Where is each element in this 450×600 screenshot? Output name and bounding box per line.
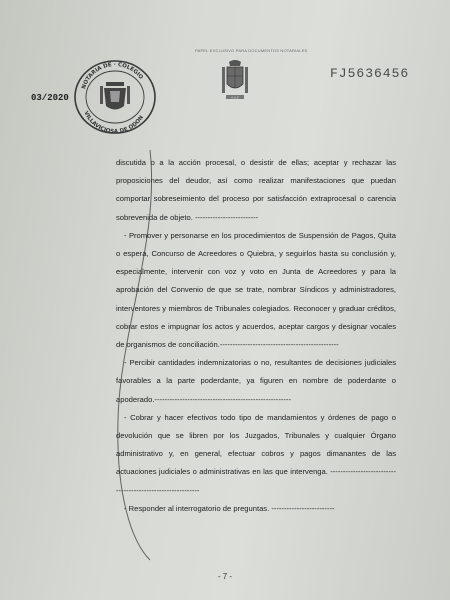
serial-number: FJ5636456 [330, 66, 410, 81]
paragraph-5: - Responder al interrogatorio de preguntas. ------------------------- [124, 503, 335, 513]
paragraph-2: - Promover y personarse en los procedimientos de Suspensión de Pagos, Quita o espera, Concurso de Acreedores o Quiebra, y seguirlos hasta su conclusión y, especialmente, intervenir con voz y voto en Junta de Acreedores y para la aprobación del Convenio de que se trate, nombrar Síndicos y administradores, interventores y miembros de Tribunales colegiados. Reconocer y graduar créditos, cobrar estos e impugnar los actos y acuerdos, aceptar cargos y designar vocales de organismos de conciliación.----------------------------------------------- [116, 230, 396, 350]
document-body [116, 154, 396, 518]
paragraph-1: discutida o a la acción procesal, o desistir de ellas; aceptar y rechazar las proposiciones del deudor, así como realizar manifestaciones que puedan comportar sobreseimiento del proceso por satisfacción extraprocesal o carencia sobrevenida de objeto. ------------------------- [116, 158, 396, 222]
notary-seal-icon [70, 58, 160, 136]
coat-of-arms-icon [218, 58, 252, 102]
crest-ribbon-text: A.A.E [231, 95, 239, 100]
svg-text:NOTARIA DE · COLEGIO: NOTARIA DE · COLEGIO [81, 61, 144, 90]
seal-bottom-text: VILLAVICIOSA DE ODON [82, 110, 146, 136]
paragraph-4: - Cobrar y hacer efectivos todo tipo de mandamientos y órdenes de pago o devolución que se libren por los Juzgados, Tribunales y cualquier Órgano administrativo y, en general, efectuar cobros y pagos dimanantes de las actuaciones judiciales o administrativas en las que intervenga. ----------------------------------------------------------- [116, 412, 396, 495]
page-number: - 7 - [217, 572, 233, 581]
protocol-number: 03/2020 [31, 93, 69, 103]
header-small-text: PAPEL EXCLUSIVO PARA DOCUMENTOS NOTARIALES [195, 48, 308, 53]
paragraph-3: - Percibir cantidades indemnizatorias o no, resultantes de decisiones judiciales favorables a la parte poderdante, ya figuren en nombre de poderdante o apoderado.------------------------------------------------------ [116, 358, 396, 404]
